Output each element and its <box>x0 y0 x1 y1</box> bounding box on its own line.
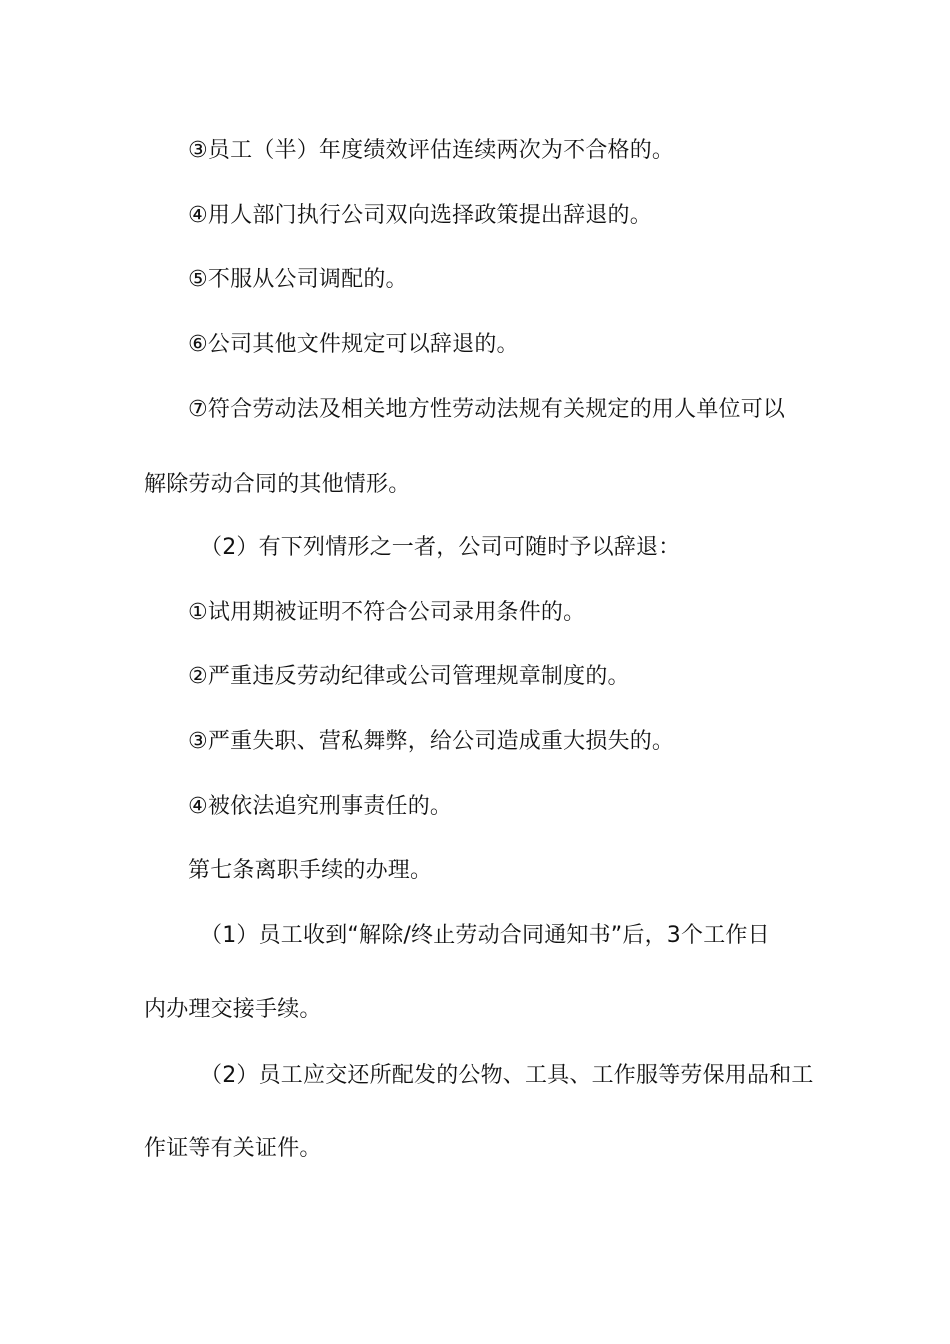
paragraph-line: ②严重违反劳动纪律或公司管理规章制度的。 <box>188 664 630 689</box>
paragraph-line: ①试用期被证明不符合公司录用条件的。 <box>188 600 586 625</box>
paragraph-line: ⑤不服从公司调配的。 <box>188 267 408 292</box>
paragraph-line: 内办理交接手续。 <box>144 997 322 1022</box>
paragraph-line: （2）有下列情形之一者，公司可随时予以辞退： <box>200 535 681 560</box>
paragraph-line: 解除劳动合同的其他情形。 <box>144 472 411 497</box>
paragraph-line: ③严重失职、营私舞弊，给公司造成重大损失的。 <box>188 729 675 754</box>
paragraph-line: ⑦符合劳动法及相关地方性劳动法规有关规定的用人单位可以 <box>188 397 786 422</box>
paragraph-line: （2）员工应交还所配发的公物、工具、工作服等劳保用品和工 <box>200 1063 814 1088</box>
paragraph-line: （1）员工收到“解除/终止劳动合同通知书”后，3个工作日 <box>200 923 770 948</box>
paragraph-line: ⑥公司其他文件规定可以辞退的。 <box>188 332 519 357</box>
paragraph-line: ④被依法追究刑事责任的。 <box>188 794 453 819</box>
paragraph-line: ③员工（半）年度绩效评估连续两次为不合格的。 <box>188 138 675 163</box>
paragraph-line: 作证等有关证件。 <box>144 1136 322 1161</box>
paragraph-line: ④用人部门执行公司双向选择政策提出辞退的。 <box>188 203 652 228</box>
section-heading: 第七条离职手续的办理。 <box>188 858 433 883</box>
